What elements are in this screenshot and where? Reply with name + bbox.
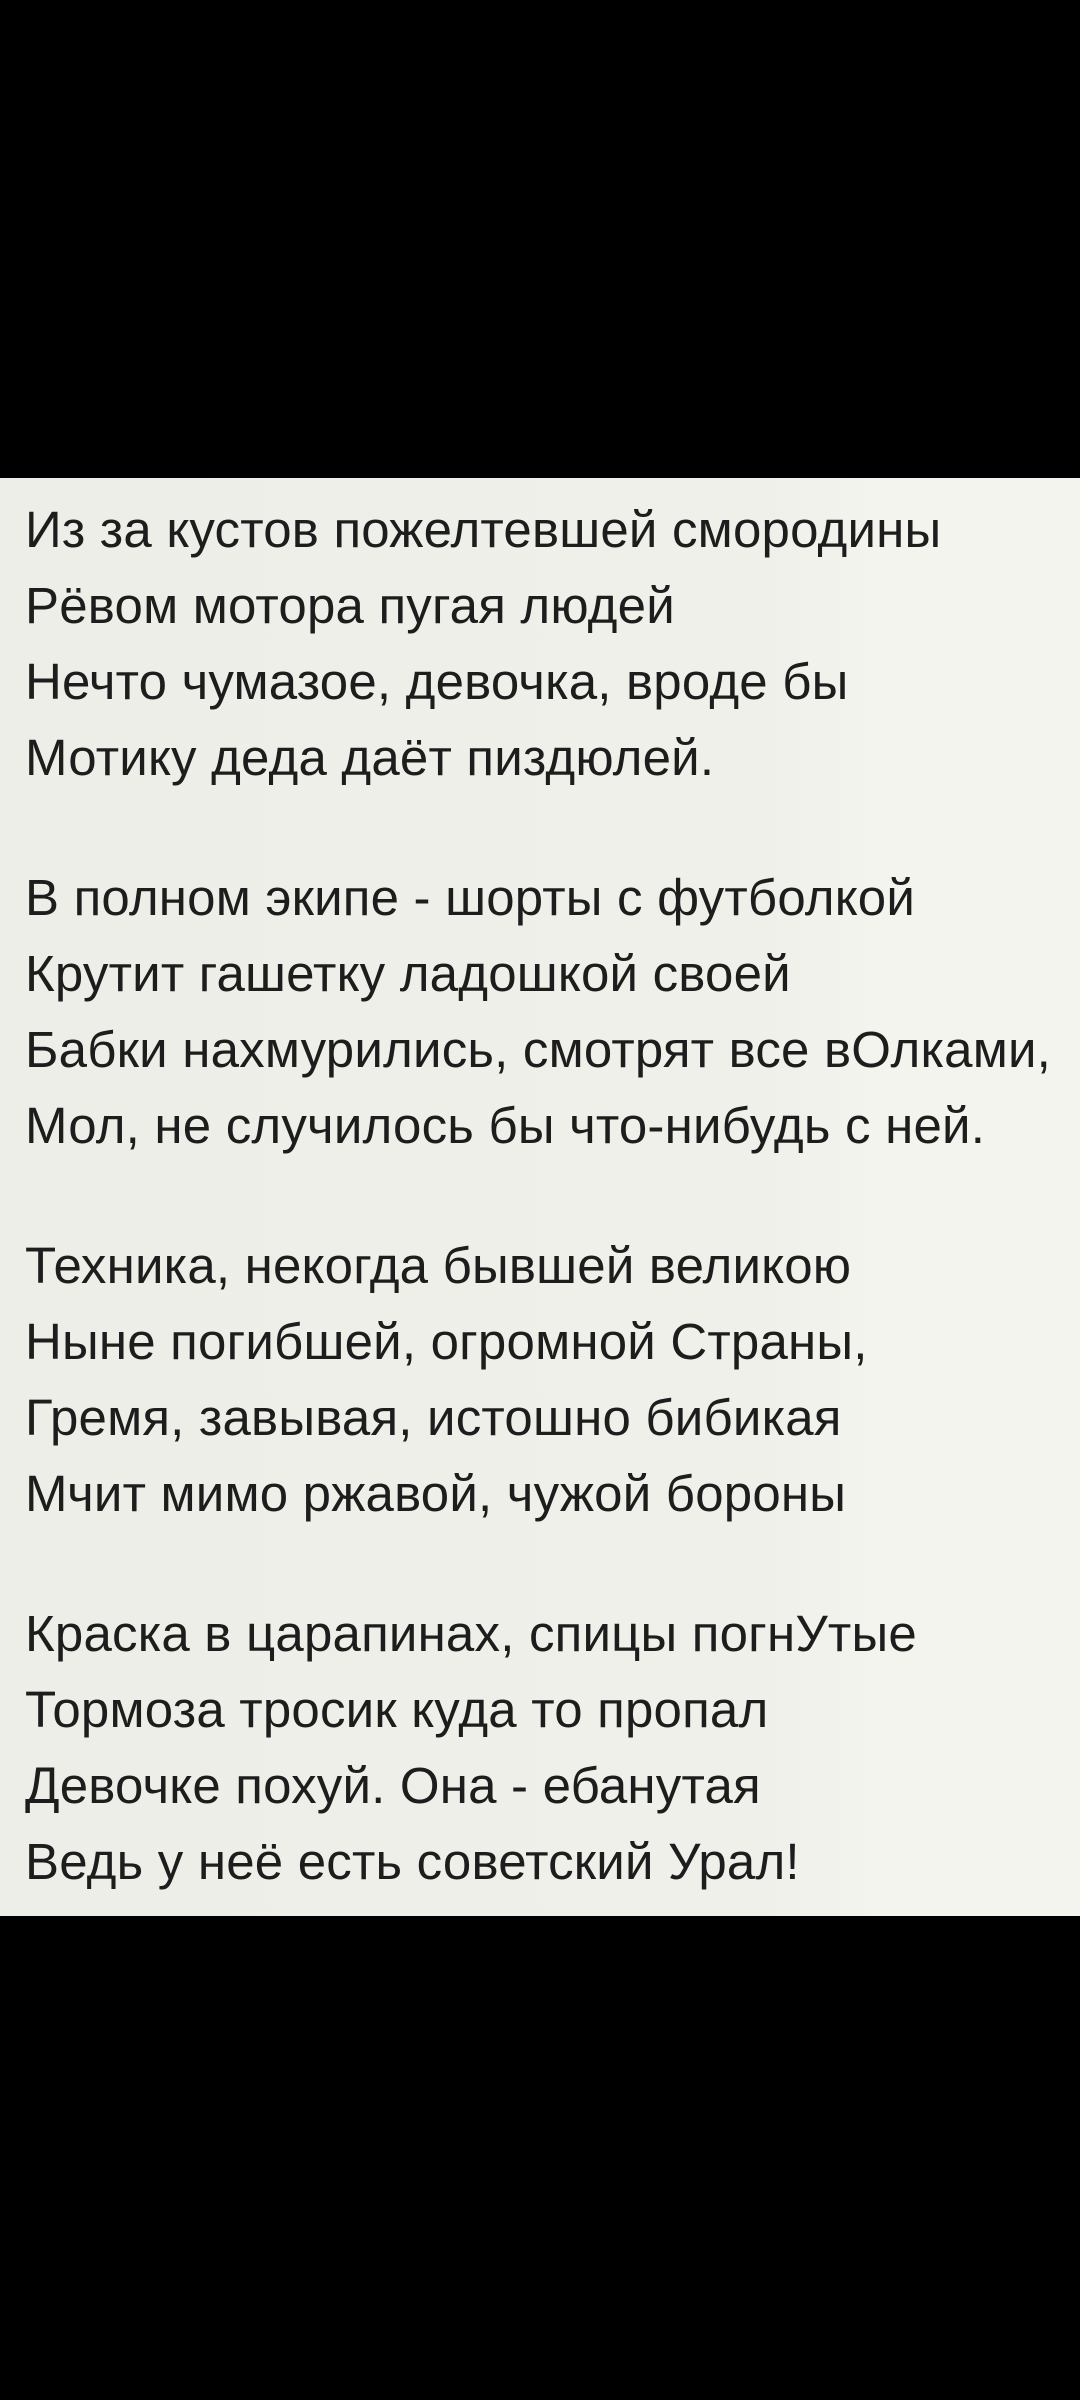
stanza-4 [25, 1596, 1070, 1900]
stanza-3 [25, 1228, 1070, 1532]
poem-line: Техника, некогда бывшей великою [25, 1237, 852, 1294]
poem-line: Гремя, завывая, истошно бибикая [25, 1389, 842, 1446]
stanza-1 [25, 492, 1070, 796]
poem-line: Краска в царапинах, спицы погнУтые [25, 1605, 917, 1662]
bottom-letterbox [0, 1916, 1080, 2400]
poem [25, 492, 1070, 1900]
poem-line: Рёвом мотора пугая людей [25, 577, 675, 634]
poem-line: Бабки нахмурились, смотрят все вОлками, [25, 1021, 1052, 1078]
poem-image-panel [0, 478, 1080, 1916]
poem-line: Мчит мимо ржавой, чужой бороны [25, 1465, 847, 1522]
top-letterbox [0, 0, 1080, 478]
poem-line: Тормоза тросик куда то пропал [25, 1681, 769, 1738]
poem-line: Ныне погибшей, огромной Страны, [25, 1313, 868, 1370]
stanza-2 [25, 860, 1070, 1164]
poem-line: Мотику деда даёт пиздюлей. [25, 729, 715, 786]
poem-line: Нечто чумазое, девочка, вроде бы [25, 653, 849, 710]
poem-line: Мол, не случилось бы что-нибудь с ней. [25, 1097, 986, 1154]
poem-line: В полном экипе - шорты с футболкой [25, 869, 916, 926]
poem-line: Из за кустов пожелтевшей смородины [25, 501, 942, 558]
poem-line: Крутит гашетку ладошкой своей [25, 945, 791, 1002]
poem-line: Девочке похуй. Она - ебанутая [25, 1757, 761, 1814]
poem-line: Ведь у неё есть советский Урал! [25, 1833, 800, 1890]
